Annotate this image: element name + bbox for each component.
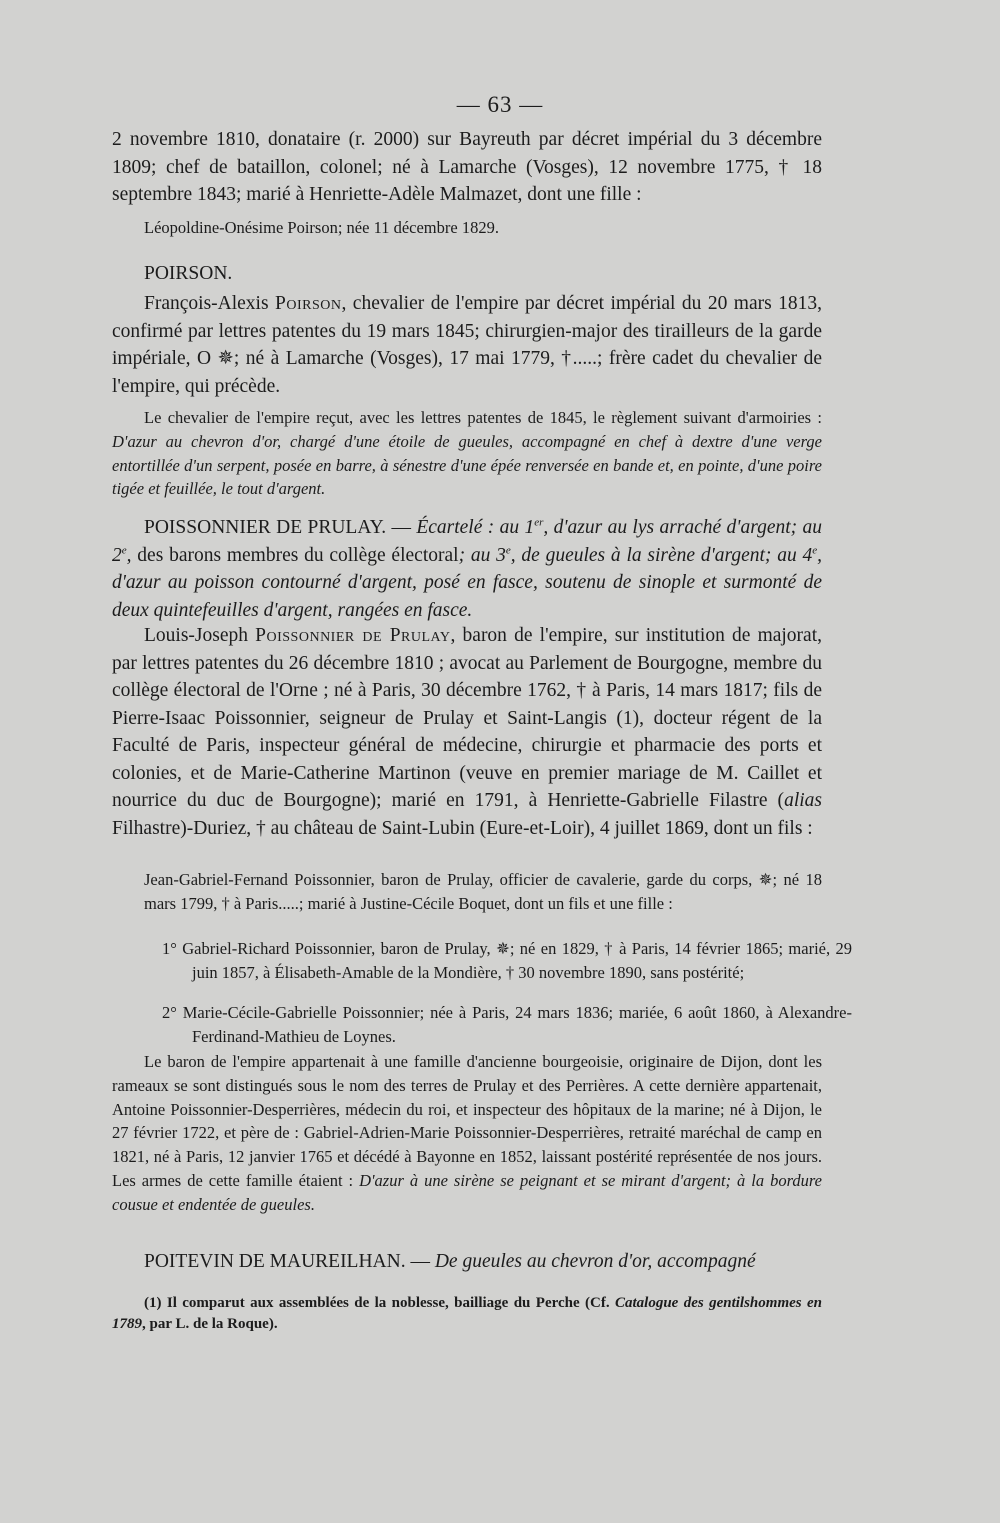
grandchild-2: 2° Marie-Cécile-Gabrielle Poissonnier; née à Paris, 24 mars 1836; mariée, 6 août 1860, à Alexandre-Ferdinand-Mathieu de Loynes.: [162, 1003, 852, 1046]
poissonnier-surname: Poissonnier de Prulay: [255, 625, 451, 646]
blazon-roman: des barons membres du collège électoral: [137, 544, 459, 566]
poirson-arms-intro: Le chevalier de l'empire reçut, avec les lettres patentes de 1845, le règlement suivant d'armoiries :: [144, 408, 822, 427]
blazon-sup: e: [812, 544, 818, 556]
poirson-biography: [112, 290, 822, 400]
continuation-child: Léopoldine-Onésime Poirson; née 11 décembre 1829.: [144, 218, 499, 237]
poissonnier-firstname: Louis-Joseph: [144, 625, 256, 646]
poirson-firstname: François-Alexis: [144, 293, 276, 314]
blazon-part: , d'azur au lys arraché d'argent; au 2: [112, 517, 823, 566]
heading-dash: —: [386, 517, 417, 538]
footnote: [112, 1293, 822, 1335]
entry-heading-poissonnier: POISSONNIER DE PRULAY.: [144, 517, 387, 538]
blazon-part: ,: [126, 544, 138, 566]
continuation-paragraph: 2 novembre 1810, donataire (r. 2000) sur Bayreuth par décret impérial du 3 décembre 1809; chef de bataillon, colonel; né à Lamarche (Vosges), 12 novembre 1775, † 18 septembre 1843; marié à Henriette-Adèle Malmazet, dont une fille :: [112, 129, 822, 205]
poissonnier-bio-text: , baron de l'empire, sur institution de majorat, par lettres patentes du 26 décembre 1810 ; avocat au Parlement de Bourgogne, membre du collège électoral de l'Orne ; né à Paris, 30 décembre 1762, † à Paris, 14 mars 1817; fils de Pierre-Isaac Poissonnier, seigneur de Prulay et Saint-Langis (1), docteur régent de la Faculté de Paris, inspecteur général de médecine, chirurgie et pharmacie des ports et colonies, et de Marie-Catherine Martinon (veuve en premier mariage de M. Caillet et nourrice du duc de Bourgogne); marié en 1791, à Henriette-Gabrielle Filastre (: [112, 625, 823, 811]
footnote-text: (1) Il comparut aux assemblées de la noblesse, bailliage du Perche (Cf.: [144, 1295, 615, 1311]
footnote-title: Catalogue des gentilshommes en 1789: [112, 1295, 822, 1332]
alias-word: alias: [784, 790, 822, 811]
poitevin-heading-blazon: [112, 1248, 822, 1276]
family-note-text: Le baron de l'empire appartenait à une famille d'ancienne bourgeoisie, originaire de Dijon, dont les rameaux se sont distingués sous le nom des terres de Prulay et des Perrières. A cette dernière appartenait, Antoine Poissonnier-Desperrières, médecin du roi, et inspecteur des hôpitaux de la marine; né à Dijon, le 27 février 1722, et père de : Gabriel-Adrien-Marie Poissonnier-Desperrières, retraité maréchal de camp en 1821, né à Paris, 12 janvier 1765 et décédé à Bayonne en 1852, laissant postérité représentée de nos jours. Les armes de cette famille étaient :: [112, 1052, 822, 1190]
poirson-arms: [112, 406, 822, 501]
footnote-rest: , par L. de la Roque).: [142, 1316, 278, 1332]
family-note-blazon: D'azur à une sirène se peignant et se mirant d'argent; à la bordure cousue et endentée de gueules.: [112, 1170, 823, 1214]
family-note: [112, 1050, 822, 1217]
entry-heading-poirson: POIRSON.: [144, 263, 233, 284]
poissonnier-biography: [112, 622, 822, 842]
grandchild-1: 1° Gabriel-Richard Poissonnier, baron de Prulay, ✵; né en 1829, † à Paris, 14 février 1865; marié, 29 juin 1857, à Élisabeth-Amable de la Mondière, † 30 novembre 1890, sans postérité;: [162, 939, 852, 982]
blazon-sup: e: [121, 544, 127, 556]
poirson-surname: Poirson: [275, 293, 342, 314]
poitevin-blazon: De gueules au chevron d'or, accompagné: [434, 1251, 756, 1272]
blazon-sup: er: [534, 516, 544, 529]
blazon-part: , d'azur au poisson contourné d'argent, posé en fasce, soutenu de sinople et surmonté de deux quintefeuilles d'argent, rangées en fasce.: [112, 544, 822, 621]
blazon-part: , de gueules à la sirène d'argent; au 4: [510, 544, 813, 566]
entry-heading-poitevin: POITEVIN DE MAUREILHAN.: [144, 1251, 406, 1272]
blazon-part: ; au 3: [458, 544, 506, 566]
poirson-arms-blazon: D'azur au chevron d'or, chargé d'une étoile de gueules, accompagné en chef à dextre d'une verge entortillée d'un serpent, posée en barre, à sénestre d'une épée renversée en bande et, en pointe, d'une poire tigée et feuillée, le tout d'argent.: [112, 431, 822, 499]
poissonnier-bio-text-2: Filhastre)-Duriez, † au château de Saint-Lubin (Eure-et-Loir), 4 juillet 1869, dont un fils :: [112, 817, 813, 839]
poirson-bio-text: , chevalier de l'empire par décret impérial du 20 mars 1813, confirmé par lettres patentes du 19 mars 1845; chirurgien-major des tirailleurs de la garde impériale, O ✵; né à Lamarche (Vosges), 17 mai 1779, †.....; frère cadet du chevalier de l'empire, qui précède.: [112, 293, 822, 397]
heading-dash: —: [405, 1251, 435, 1272]
blazon-part: Écartelé : au 1: [416, 517, 535, 538]
poissonnier-heading-blazon: [112, 514, 822, 624]
blazon-sup: e: [505, 544, 511, 556]
son-entry: Jean-Gabriel-Fernand Poissonnier, baron de Prulay, officier de cavalerie, garde du corps, ✵; né 18 mars 1799, † à Paris.....; marié à Justine-Cécile Boquet, dont un fils et une fille :: [144, 870, 822, 913]
page-number: — 63 —: [456, 92, 544, 117]
